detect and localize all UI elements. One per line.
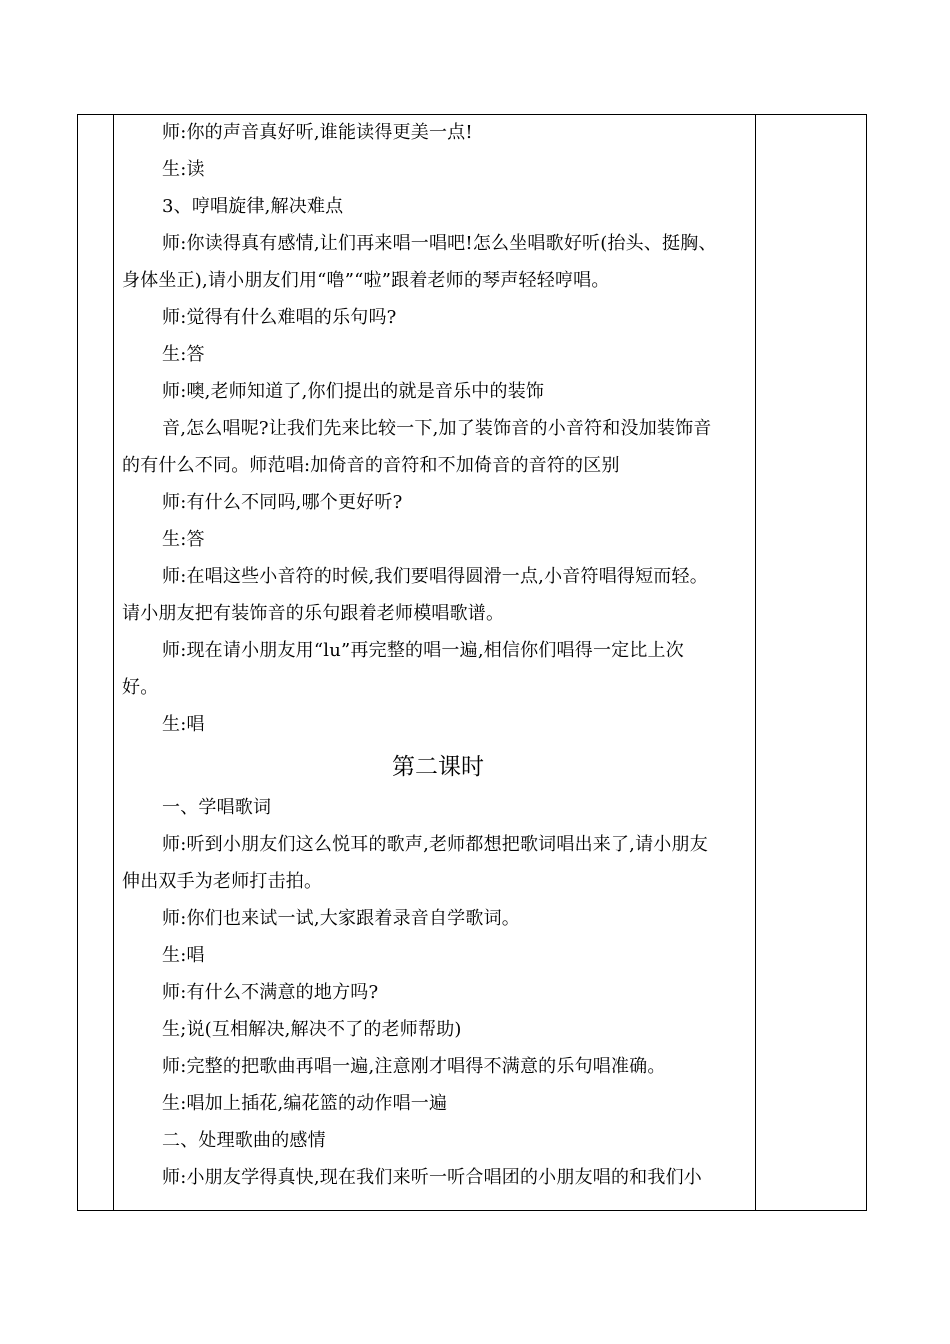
paragraph-line: 请小朋友把有装饰音的乐句跟着老师模唱歌谱。 [122,603,505,624]
paragraph-line: 生:唱加上插花,编花篮的动作唱一遍 [162,1093,448,1114]
paragraph-line: 师:完整的把歌曲再唱一遍,注意刚才唱得不满意的乐句唱准确。 [162,1056,666,1077]
paragraph-line: 师:你的声音真好听,谁能读得更美一点! [162,122,473,143]
paragraph-line: 生:唱 [162,945,205,966]
paragraph-line: 音,怎么唱呢?让我们先来比较一下,加了装饰音的小音符和没加装饰音 [162,418,712,439]
paragraph-line: 生;说(互相解决,解决不了的老师帮助) [162,1019,462,1040]
paragraph-line: 3、哼唱旋律,解决难点 [162,196,344,217]
paragraph-line: 伸出双手为老师打击拍。 [122,871,323,892]
paragraph-line: 师:你读得真有感情,让们再来唱一唱吧!怎么坐唱歌好听(抬头、挺胸、 [162,233,717,254]
paragraph-line: 师:觉得有什么难唱的乐句吗? [162,307,397,328]
paragraph-line: 生:答 [162,529,205,550]
left-column-divider [113,115,114,1210]
paragraph-line: 师:你们也来试一试,大家跟着录音自学歌词。 [162,908,520,929]
lesson-content [122,114,754,1196]
paragraph-line: 的有什么不同。师范唱:加倚音的音符和不加倚音的音符的区别 [122,455,620,476]
paragraph-line: 师:有什么不同吗,哪个更好听? [162,492,403,513]
paragraph-line: 好。 [122,677,159,698]
paragraph-line: 一、学唱歌词 [162,797,272,818]
second-lesson-section [122,789,754,1196]
paragraph-line: 师:噢,老师知道了,你们提出的就是音乐中的装饰 [162,381,545,402]
right-column-divider [755,115,756,1210]
paragraph-line: 二、处理歌曲的感情 [162,1130,326,1151]
paragraph-line: 生:答 [162,344,205,365]
paragraph-line: 生:读 [162,159,205,180]
paragraph-line: 生:唱 [162,714,205,735]
paragraph-line: 师:小朋友学得真快,现在我们来听一听合唱团的小朋友唱的和我们小 [162,1167,702,1188]
lesson-title: 第二课时 [392,754,484,780]
paragraph-line: 身体坐正),请小朋友们用“噜”“啦”跟着老师的琴声轻轻哼唱。 [122,270,610,291]
paragraph-line: 师:有什么不满意的地方吗? [162,982,379,1003]
paragraph-line: 师:在唱这些小音符的时候,我们要唱得圆滑一点,小音符唱得短而轻。 [162,566,708,587]
paragraph-line: 师:听到小朋友们这么悦耳的歌声,老师都想把歌词唱出来了,请小朋友 [162,834,708,855]
first-lesson-section [122,114,754,743]
paragraph-line: 师:现在请小朋友用“lu”再完整的唱一遍,相信你们唱得一定比上次 [162,640,684,661]
